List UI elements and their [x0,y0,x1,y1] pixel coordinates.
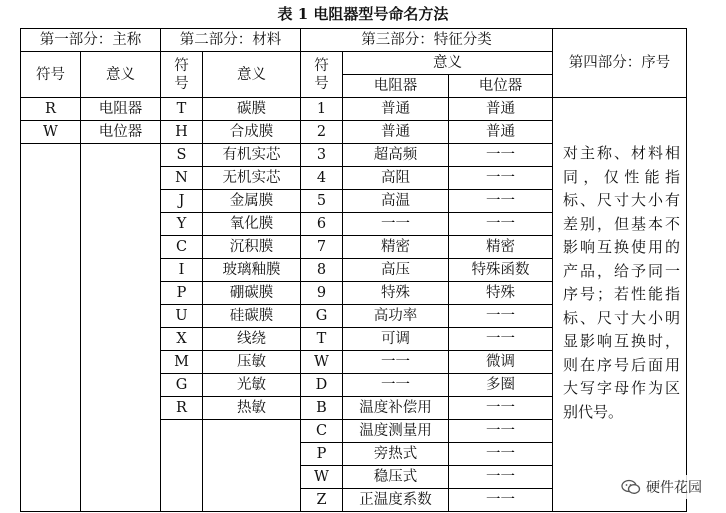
part2-symbol: C [161,236,203,259]
part3-potentiometer: 一一 [449,167,553,190]
part2-meaning: 压敏 [203,351,301,374]
part3-resistor: 高阻 [343,167,449,190]
part3-symbol: P [301,443,343,466]
part2-meaning: 无机实芯 [203,167,301,190]
part3-potentiometer: 一一 [449,466,553,489]
part3-resistor: 普通 [343,121,449,144]
part3-potentiometer: 一一 [449,190,553,213]
part1-blank [21,144,81,512]
part1-meaning-header: 意义 [81,52,161,98]
part3-symbol: G [301,305,343,328]
part2-blank [203,420,301,512]
part2-meaning: 沉积膜 [203,236,301,259]
part3-potentiometer: 特殊 [449,282,553,305]
part3-resistor: 高功率 [343,305,449,328]
part2-meaning: 碳膜 [203,98,301,121]
part3-potentiometer: 一一 [449,443,553,466]
part1-meaning: 电位器 [81,121,161,144]
part3-symbol: D [301,374,343,397]
part3-symbol: 5 [301,190,343,213]
part3-potentiometer: 特殊函数 [449,259,553,282]
table-row [21,98,687,121]
part3-potentiometer: 一一 [449,213,553,236]
part3-symbol: 1 [301,98,343,121]
part3-symbol: W [301,466,343,489]
part3-potentiometer: 一一 [449,420,553,443]
part2-symbol: T [161,98,203,121]
part3-resistor: 一一 [343,351,449,374]
part3-potentiometer: 一一 [449,305,553,328]
part1-blank [81,144,161,512]
part2-symbol: P [161,282,203,305]
part3-symbol: C [301,420,343,443]
part3-header: 第三部分：特征分类 [301,29,553,52]
part2-meaning: 有机实芯 [203,144,301,167]
part3-resistor: 稳压式 [343,466,449,489]
part2-meaning: 玻璃釉膜 [203,259,301,282]
part2-symbol: I [161,259,203,282]
part2-symbol: R [161,397,203,420]
part2-meaning: 金属膜 [203,190,301,213]
part2-symbol-header [161,52,203,98]
watermark [617,475,706,499]
part2-symbol: J [161,190,203,213]
part3-potentiometer: 微调 [449,351,553,374]
part3-potentiometer: 一一 [449,144,553,167]
symbol-char-2: 号 [174,75,189,92]
part3-resistor: 温度测量用 [343,420,449,443]
symbol-char-1: 符 [314,57,329,74]
part2-meaning: 光敏 [203,374,301,397]
part3-symbol: W [301,351,343,374]
part2-symbol: S [161,144,203,167]
watermark-text: 硬件花园 [646,480,702,496]
part3-potentiometer: 一一 [449,397,553,420]
part2-header: 第二部分：材料 [161,29,301,52]
symbol-char-2: 号 [314,75,329,92]
part3-resistor: 旁热式 [343,443,449,466]
part3-resistor: 可调 [343,328,449,351]
part3-symbol: 8 [301,259,343,282]
part2-meaning: 氧化膜 [203,213,301,236]
part3-resistor: 普通 [343,98,449,121]
part2-symbol: N [161,167,203,190]
part3-resistor: 精密 [343,236,449,259]
resistor-naming-table [20,28,687,512]
part2-symbol: X [161,328,203,351]
part3-symbol: 6 [301,213,343,236]
part2-symbol: U [161,305,203,328]
part3-potentiometer: 多圈 [449,374,553,397]
part4-header: 第四部分：序号 [553,29,687,98]
part2-symbol: M [161,351,203,374]
part3-symbol: T [301,328,343,351]
part1-symbol: R [21,98,81,121]
potentiometer-column-header: 电位器 [449,75,553,98]
table-title: 表 1 电阻器型号命名方法 [277,5,449,23]
part3-resistor: 一一 [343,374,449,397]
part1-symbol-header: 符号 [21,52,81,98]
part3-potentiometer: 普通 [449,121,553,144]
part2-meaning: 热敏 [203,397,301,420]
part3-resistor: 高压 [343,259,449,282]
part2-blank [161,420,203,512]
part3-symbol: 2 [301,121,343,144]
part3-meaning-header: 意义 [343,52,553,75]
part3-symbol: B [301,397,343,420]
part2-symbol: G [161,374,203,397]
part3-resistor: 特殊 [343,282,449,305]
part2-meaning: 硅碳膜 [203,305,301,328]
wechat-icon [621,479,641,495]
part3-symbol: 3 [301,144,343,167]
part2-meaning-header: 意义 [203,52,301,98]
part3-potentiometer: 精密 [449,236,553,259]
part3-resistor: 正温度系数 [343,489,449,512]
part1-symbol: W [21,121,81,144]
resistor-column-header: 电阻器 [343,75,449,98]
symbol-char-1: 符 [174,57,189,74]
part4-note: 对主称、材料相同，仅性能指标、尺寸大小有差别，但基本不影响互换使用的产品，给予同一序号；若性能指标、尺寸大小明显影响互换时，则在序号后面用大写字母作为区别代号。 [553,98,687,512]
part3-symbol: 9 [301,282,343,305]
part2-meaning: 合成膜 [203,121,301,144]
part3-resistor: 一一 [343,213,449,236]
part2-meaning: 硼碳膜 [203,282,301,305]
part1-meaning: 电阻器 [81,98,161,121]
part3-symbol-header [301,52,343,98]
part3-potentiometer: 普通 [449,98,553,121]
part3-potentiometer: 一一 [449,328,553,351]
part3-resistor: 高温 [343,190,449,213]
part3-symbol: 4 [301,167,343,190]
part3-potentiometer: 一一 [449,489,553,512]
part2-symbol: Y [161,213,203,236]
part3-resistor: 温度补偿用 [343,397,449,420]
part3-resistor: 超高频 [343,144,449,167]
part3-symbol: Z [301,489,343,512]
part1-header: 第一部分：主称 [21,29,161,52]
part2-symbol: H [161,121,203,144]
part3-symbol: 7 [301,236,343,259]
part2-meaning: 线绕 [203,328,301,351]
